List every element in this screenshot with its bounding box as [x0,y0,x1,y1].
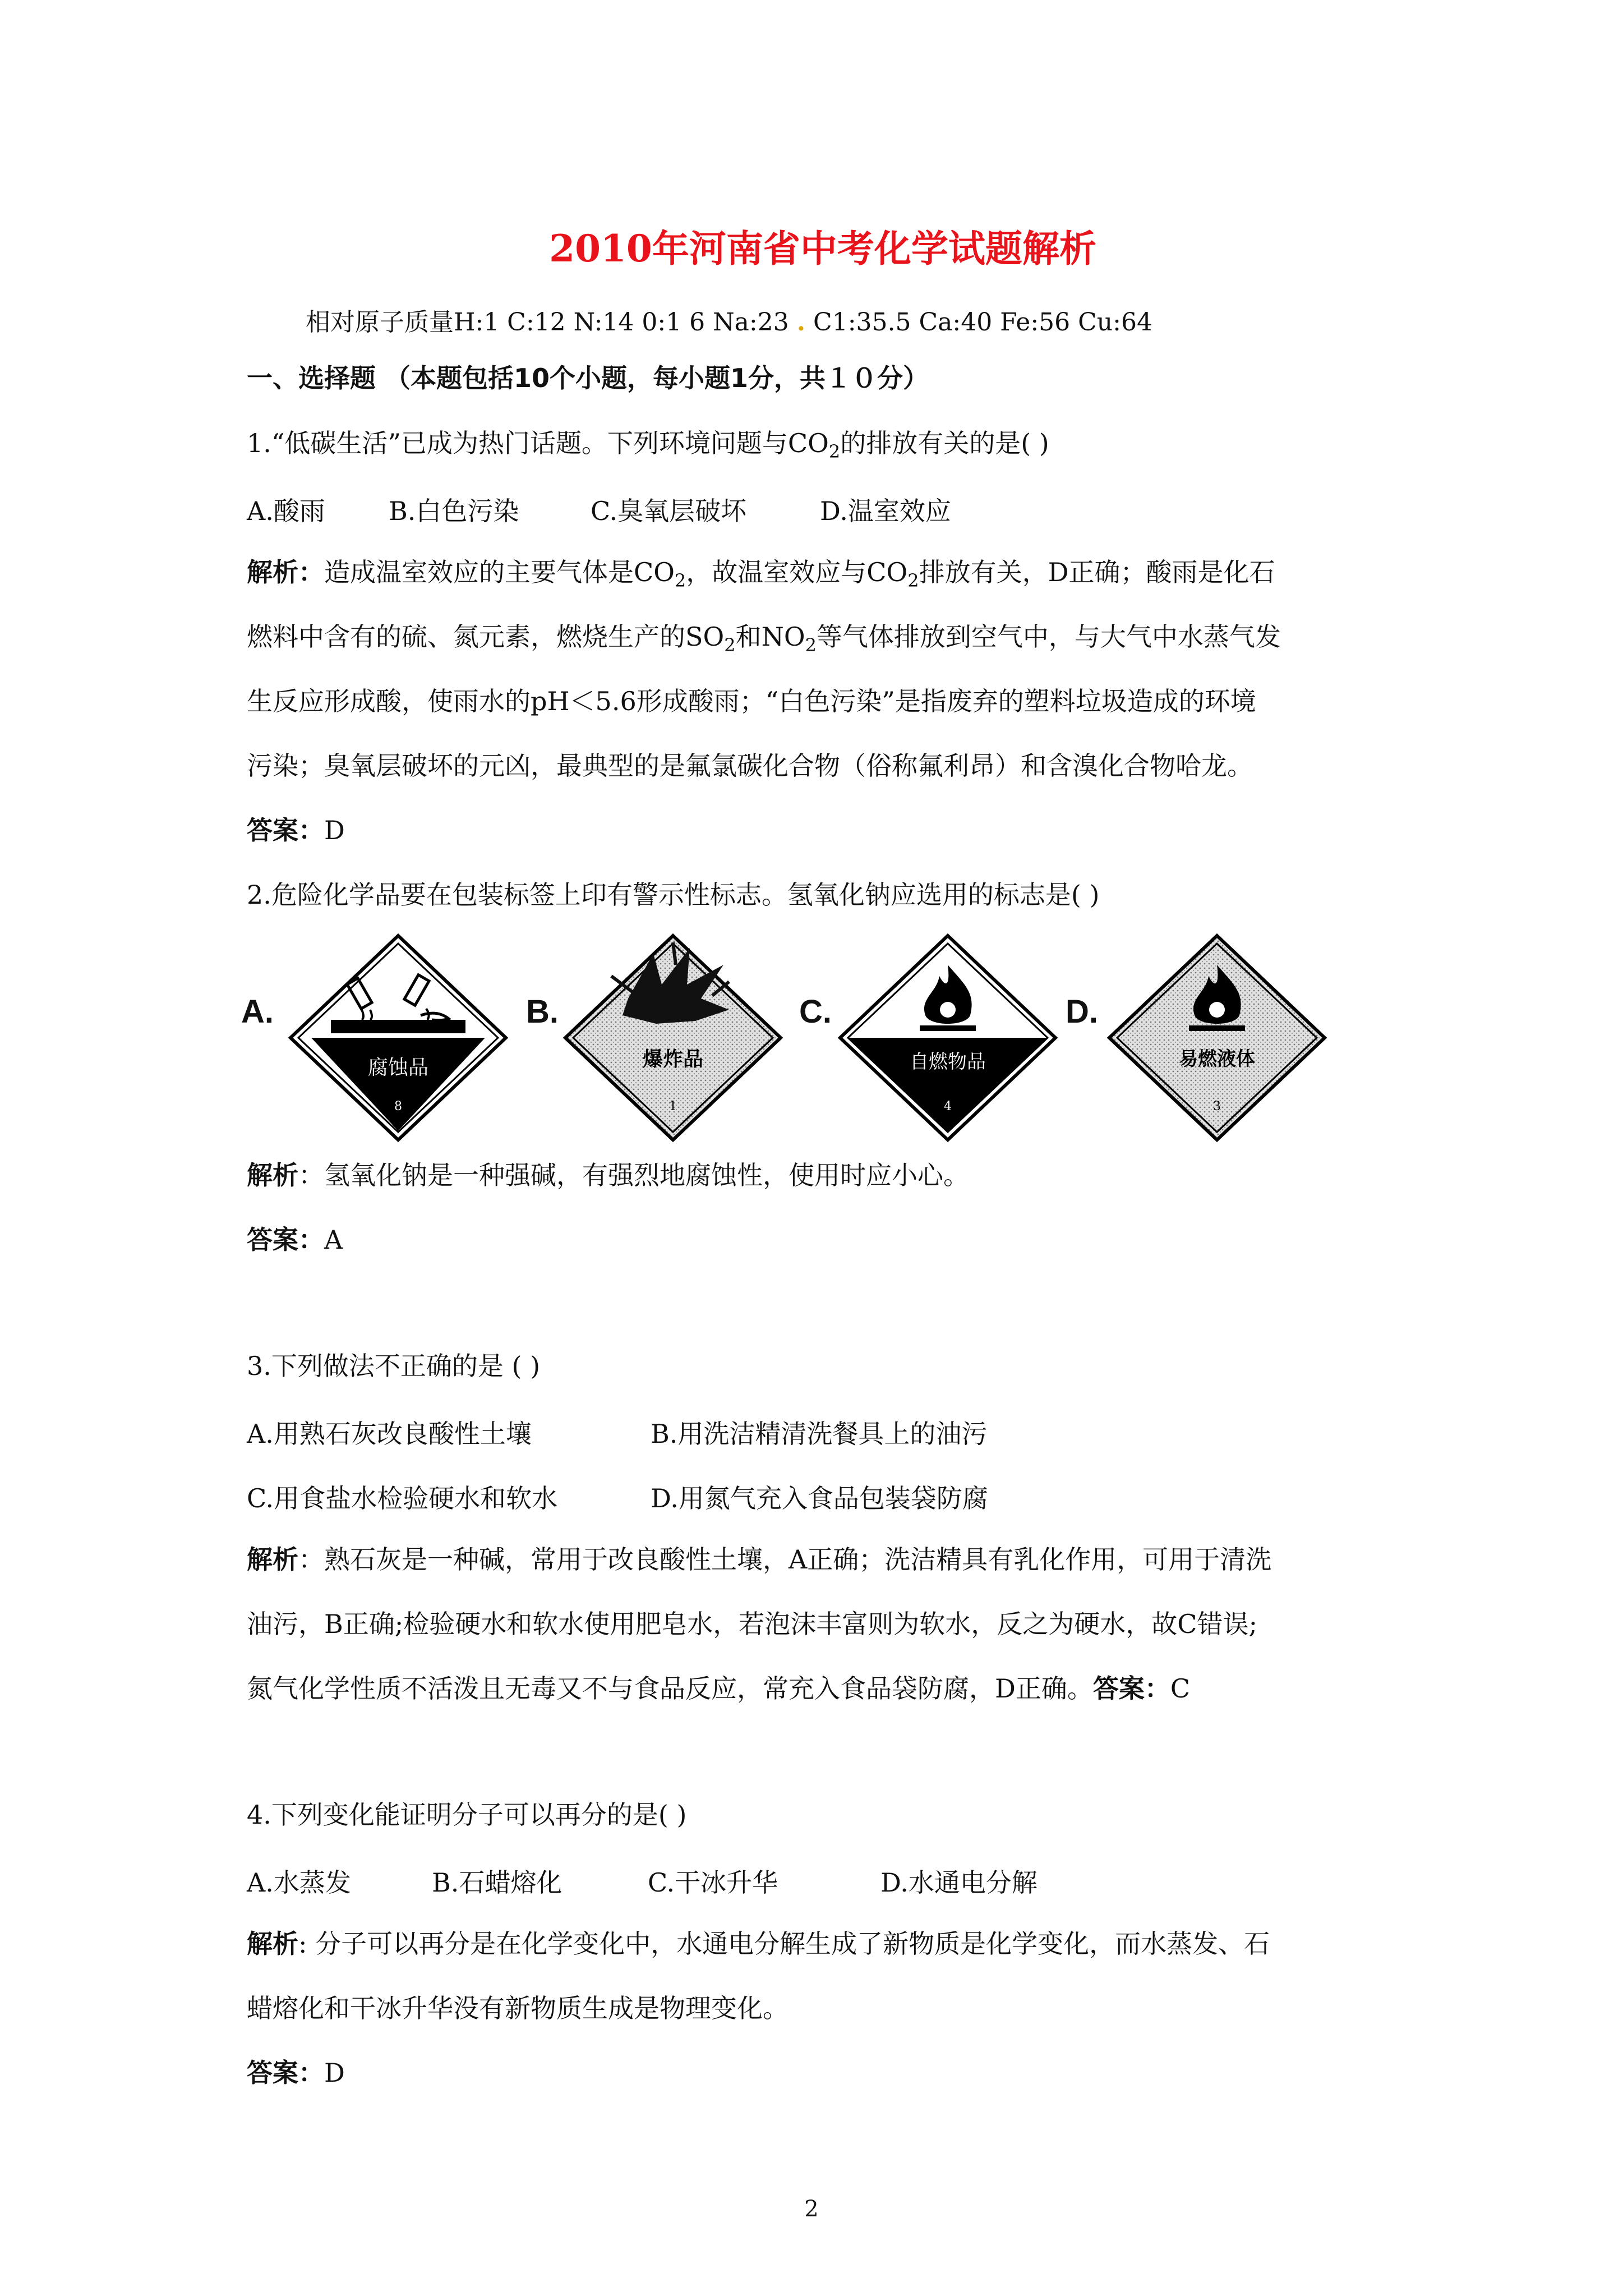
analysis-label: 解析 [247,1544,298,1575]
subscript: 2 [907,570,919,591]
sign-a-letter: A. [241,993,274,1030]
atomic-masses-line [306,302,1152,338]
q1-analysis-line-1 [247,555,1275,589]
answer-label: 答案： [1092,1673,1170,1704]
text-run: 等气体排放到空气中，与大气中水蒸气发 [816,622,1281,652]
sign-b-label: 爆炸品 [642,1047,703,1071]
analysis-label: 解析 [247,1160,298,1190]
question-4-stem: 4.下列变化能证明分子可以再分的是( ) [247,1800,687,1830]
q1-answer [247,813,345,847]
analysis-label: 解析 [247,1929,298,1959]
sign-c-letter: C. [799,993,832,1030]
q1-analysis-line-2 [247,620,1281,654]
analysis-text: : 分子可以再分是在化学变化中，水通电分解生成了新物质是化学变化，而水蒸发、石 [298,1929,1270,1959]
sign-a-number: 8 [394,1099,402,1114]
q3-option-c: C.用食盐水检验硬水和软水 [247,1483,558,1513]
sign-b-number: 1 [669,1099,677,1114]
q1-analysis-line-4: 污染；臭氧层破坏的元凶，最典型的是氟氯碳化合物（俗称氟利昂）和含溴化合物哈龙。 [247,751,1253,781]
sign-a-label: 腐蚀品 [367,1056,428,1079]
answer-value: A [324,1225,343,1255]
q4-option-a: A.水蒸发 [247,1867,351,1898]
document-title: 2010年河南省中考化学试题解析 [549,227,1096,270]
answer-label: 答案： [247,1225,324,1255]
sign-c-number: 4 [944,1099,952,1114]
question-1-stem [247,426,1049,460]
answer-label: 答案： [247,2058,324,2088]
analysis-text: ：氢氧化钠是一种强碱，有强烈地腐蚀性，使用时应小心。 [298,1160,969,1190]
text-run: 造成温室效应的主要气体是CO [324,557,675,587]
q4-analysis-line-2: 蜡熔化和干冰升华没有新物质生成是物理变化。 [247,1993,789,2023]
answer-value: D [324,2058,345,2088]
atomic-masses-text-2: C1:35.5 Ca:40 Fe:56 Cu:64 [813,308,1152,337]
analysis-text: 氮气化学性质不活泼且无毒又不与食品反应，常充入食品袋防腐，D正确。 [247,1673,1093,1704]
sign-d-label: 易燃液体 [1179,1048,1255,1070]
q4-option-b: B.石蜡熔化 [432,1867,562,1898]
q3-option-a: A.用熟石灰改良酸性土壤 [247,1419,532,1449]
sign-flammable [1105,931,1329,1144]
q1-analysis-line-3: 生反应形成酸，使雨水的pH＜5.6形成酸雨；“白色污染”是指废弃的塑料垃圾造成的环境 [247,686,1256,716]
text-run: 排放有关，D正确；酸雨是化石 [919,557,1275,587]
text-run: 燃料中含有的硫、氮元素，燃烧生产的SO [247,622,725,652]
answer-label: 答案： [247,815,324,845]
q3-option-b: B.用洗洁精清洗餐具上的油污 [651,1419,988,1449]
analysis-label: 解析： [247,557,324,587]
answer-value: D [324,815,345,845]
highlight-dot: . [796,308,806,337]
question-2-stem: 2.危险化学品要在包装标签上印有警示性标志。氢氧化钠应选用的标志是( ) [247,880,1100,910]
section-heading: 一、选择题 （本题包括10个小题，每小题1分，共１０分） [247,363,929,393]
analysis-text: ：熟石灰是一种碱，常用于改良酸性土壤，A正确；洗洁精具有乳化作用，可用于清洗 [298,1544,1272,1575]
text-run: 和NO [735,622,805,652]
q1-option-a: A.酸雨 [247,496,325,526]
q4-analysis-line-1 [247,1927,1270,1961]
page-number: 2 [804,2196,819,2222]
q4-option-c: C.干冰升华 [648,1867,778,1898]
q3-analysis-line-3 [247,1672,1190,1705]
sign-b-letter: B. [526,993,559,1030]
sign-d-number: 3 [1213,1099,1221,1114]
sign-spontaneous [836,931,1060,1144]
q2-answer [247,1223,343,1257]
text-run: ，故温室效应与CO [686,557,908,587]
sign-c-label: 自燃物品 [910,1051,986,1073]
answer-value: C [1170,1673,1191,1704]
sign-d-letter: D. [1066,993,1098,1030]
sign-corrosive [286,931,510,1144]
q3-option-d: D.用氮气充入食品包装袋防腐 [651,1483,988,1513]
co2-subscript: 2 [828,441,841,462]
hazard-signs [241,931,1318,1144]
q4-answer [247,2056,345,2090]
q3-analysis-line-2: 油污，B正确;检验硬水和软水使用肥皂水，若泡沫丰富则为软水，反之为硬水，故C错误; [247,1609,1257,1639]
question-1-stem-a: 1.“低碳生活”已成为热门话题。下列环境问题与CO [247,428,829,458]
q3-analysis-line-1 [247,1543,1271,1576]
atomic-masses-text: 相对原子质量H:1 C:12 N:14 0:1 6 Na:23 [306,308,789,337]
question-3-stem: 3.下列做法不正确的是 ( ) [247,1351,541,1381]
q1-option-b: B.白色污染 [389,496,519,526]
subscript: 2 [674,570,686,591]
q2-analysis [247,1158,969,1192]
q1-option-d: D.温室效应 [820,496,951,526]
q1-option-c: C.臭氧层破坏 [591,496,747,526]
question-1-stem-b: 的排放有关的是( ) [840,428,1049,458]
subscript: 2 [724,634,736,656]
subscript: 2 [805,634,817,656]
q4-option-d: D.水通电分解 [880,1867,1038,1898]
sign-explosive [561,931,785,1144]
